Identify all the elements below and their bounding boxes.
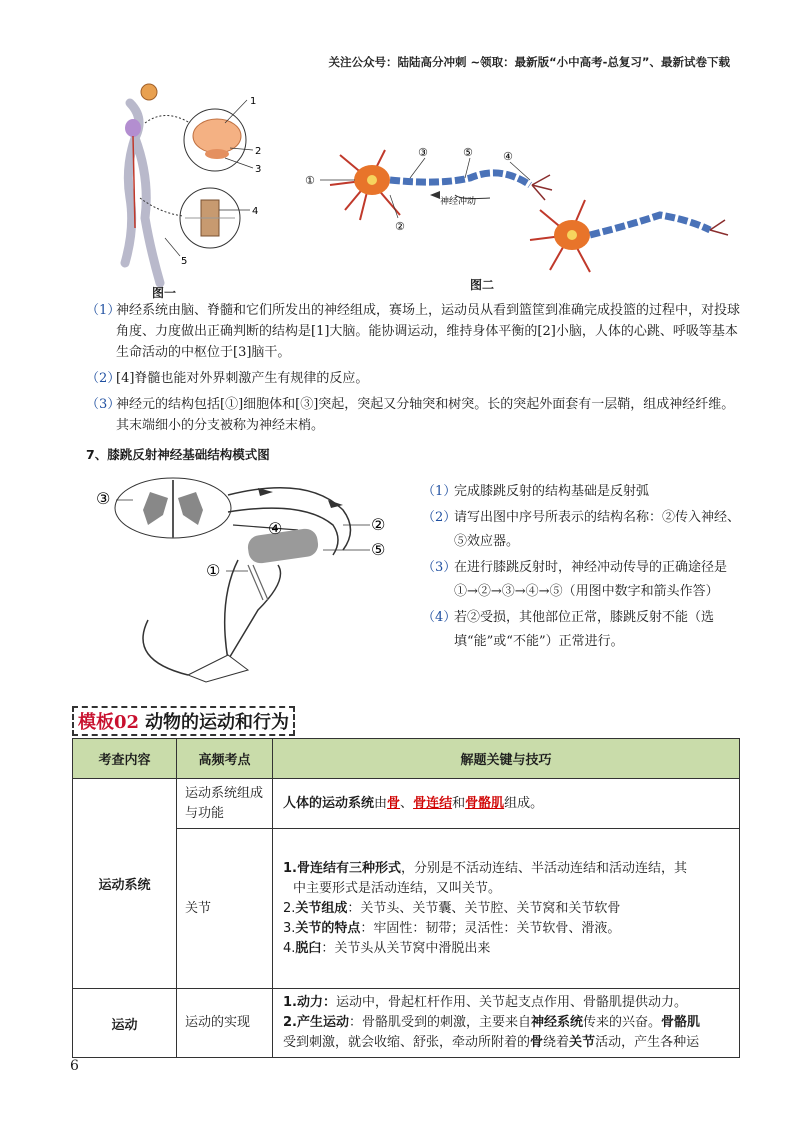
text: 活动，产生各种运 <box>595 1035 700 1050</box>
text-bold: 1.动力： <box>283 995 336 1010</box>
text: 2. <box>283 900 296 916</box>
question-number: （1） <box>422 484 457 499</box>
question-text: 若②受损，其他部位正常，膝跳反射不能（选填“能”或“不能”）正常进行。 <box>454 610 715 649</box>
topic-cell: 运动系统组成与功能 <box>177 779 273 829</box>
text-bold: 2.产生运动 <box>283 1015 349 1030</box>
fig1-label-4: 4 <box>252 206 259 217</box>
text-bold: 神经系统 <box>531 1015 584 1030</box>
knee-label-2: ② <box>371 515 386 534</box>
question-item <box>422 606 744 654</box>
header-cell: 考查内容 <box>73 739 177 779</box>
category-cell: 运动 <box>73 989 177 1058</box>
question-item <box>86 394 742 436</box>
template-title: 动物的运动和行为 <box>145 712 290 733</box>
content-cell <box>273 779 740 829</box>
text-bold: 骨 <box>530 1035 544 1050</box>
knee-label-4: ④ <box>268 519 283 538</box>
figure1-caption: 图一 <box>152 286 177 300</box>
keyword-red: 骨 <box>387 795 401 811</box>
questions-knee <box>422 480 744 656</box>
fig2-label-1: ① <box>305 174 315 187</box>
question-text: [4]脊髓也能对外界刺激产生有规律的反应。 <box>116 371 369 386</box>
category-cell: 运动系统 <box>73 779 177 989</box>
question-number: （2） <box>422 510 457 525</box>
header-cell: 高频考点 <box>177 739 273 779</box>
text: 由 <box>374 795 388 811</box>
header-cell: 解题关键与技巧 <box>273 739 740 779</box>
text-bold: 关节的特点 <box>295 920 361 936</box>
table-row <box>73 779 740 829</box>
topic-cell: 运动的实现 <box>177 989 273 1058</box>
question-number: （4） <box>422 610 457 625</box>
text: 3. <box>283 920 296 936</box>
text: 和 <box>452 795 466 811</box>
content-cell <box>273 829 740 989</box>
knee-label-5: ⑤ <box>371 540 386 559</box>
template-heading <box>72 706 295 736</box>
text-bold: 人体的运动系统 <box>283 795 375 811</box>
fig2-arrow-text: 神经冲动 <box>440 197 477 207</box>
question-item <box>86 368 742 389</box>
text: ：骨骼肌受到的刺激，主要来自 <box>348 1015 531 1030</box>
question-number: （1） <box>86 303 121 318</box>
text-bold: 关节 <box>569 1035 596 1050</box>
fig1-label-5: 5 <box>181 256 188 267</box>
page-header: 关注公众号：陆陆高分冲刺 ~领取：最新版“小中高考-总复习”、最新试卷下载 <box>328 55 730 69</box>
table-header-row <box>73 739 740 779</box>
section7-title: 7、膝跳反射神经基础结构模式图 <box>86 447 270 462</box>
question-text: 请写出图中序号所表示的结构名称：②传入神经、⑤效应器。 <box>454 510 741 549</box>
figure2-caption: 图二 <box>470 278 495 292</box>
fig1-label-3: 3 <box>255 164 262 175</box>
knee-label-1: ① <box>206 561 221 580</box>
question-text: 神经元的结构包括[①]细胞体和[③]突起，突起又分轴突和树突。长的突起外面套有一层鞘，组成神经纤维。其末端细小的分支被称为神经末梢。 <box>116 397 735 433</box>
text: ：关节头从关节窝中滑脱出来 <box>321 940 491 956</box>
fig2-label-3: ③ <box>418 146 428 159</box>
questions-top <box>86 300 742 441</box>
question-number: （3） <box>86 397 121 412</box>
text: 传来的兴奋。 <box>583 1015 662 1030</box>
question-text: 在进行膝跳反射时，神经冲动传导的正确途径是①→②→③→④→⑤（用图中数字和箭头作答） <box>454 560 728 599</box>
figure2-neurons <box>300 140 730 285</box>
question-item <box>422 556 744 604</box>
question-item <box>422 480 744 504</box>
content-cell <box>273 989 740 1058</box>
text: 、 <box>400 795 414 811</box>
text: ，分别是不活动连结、半活动连结和活动连结，其 <box>400 860 687 876</box>
question-number: （2） <box>86 371 121 386</box>
fig1-label-2: 2 <box>255 146 262 157</box>
text: 运动中，骨起杠杆作用、关节起支点作用、骨骼肌提供动力。 <box>335 995 687 1010</box>
fig2-label-5: ⑤ <box>463 146 473 159</box>
question-item <box>86 300 742 363</box>
text-bold: 关节组成 <box>295 900 348 916</box>
text-bold: 1.骨连结有三种形式 <box>283 860 401 876</box>
text-bold: 脱臼 <box>295 940 322 956</box>
template-tag: 模板02 <box>78 712 140 733</box>
question-text: 完成膝跳反射的结构基础是反射弧 <box>454 484 650 499</box>
question-text: 神经系统由脑、脊髓和它们所发出的神经组成，赛场上，运动员从看到篮筐到准确完成投篮的过程中，对投球角度、力度做出正确判断的结构是[1]大脑。能协调运动，维持身体平衡的[2]小脑，人体的心跳、呼吸等基本生命活动的中枢位于[3]脑干。 <box>116 303 741 360</box>
topic-cell: 关节 <box>177 829 273 989</box>
figure1-nervous-system <box>105 78 280 293</box>
fig2-label-4: ④ <box>503 150 513 163</box>
question-item <box>422 506 744 554</box>
question-number: （3） <box>422 560 457 575</box>
text: 受到刺激，就会收缩、舒张，牵动所附着的 <box>283 1035 531 1050</box>
text: 中主要形式是活动连结，又叫关节。 <box>293 880 502 896</box>
knowledge-table <box>72 738 740 1058</box>
page-number: 6 <box>70 1058 79 1074</box>
knee-reflex-figure <box>88 470 408 685</box>
fig2-label-2: ② <box>395 220 405 233</box>
fig1-label-1: 1 <box>250 96 257 107</box>
table-row <box>73 989 740 1058</box>
text: 绕着 <box>543 1035 570 1050</box>
keyword-red: 骨连结 <box>413 795 453 811</box>
text: 4. <box>283 940 296 956</box>
knee-label-3: ③ <box>96 489 111 508</box>
keyword-red: 骨骼肌 <box>465 795 505 811</box>
text: ：牢固性：韧带；灵活性：关节软骨、滑液。 <box>360 920 621 936</box>
text-bold: 骨骼肌 <box>661 1015 701 1030</box>
text: ：关节头、关节囊、关节腔、关节窝和关节软骨 <box>347 900 621 916</box>
text: 组成。 <box>504 795 544 811</box>
